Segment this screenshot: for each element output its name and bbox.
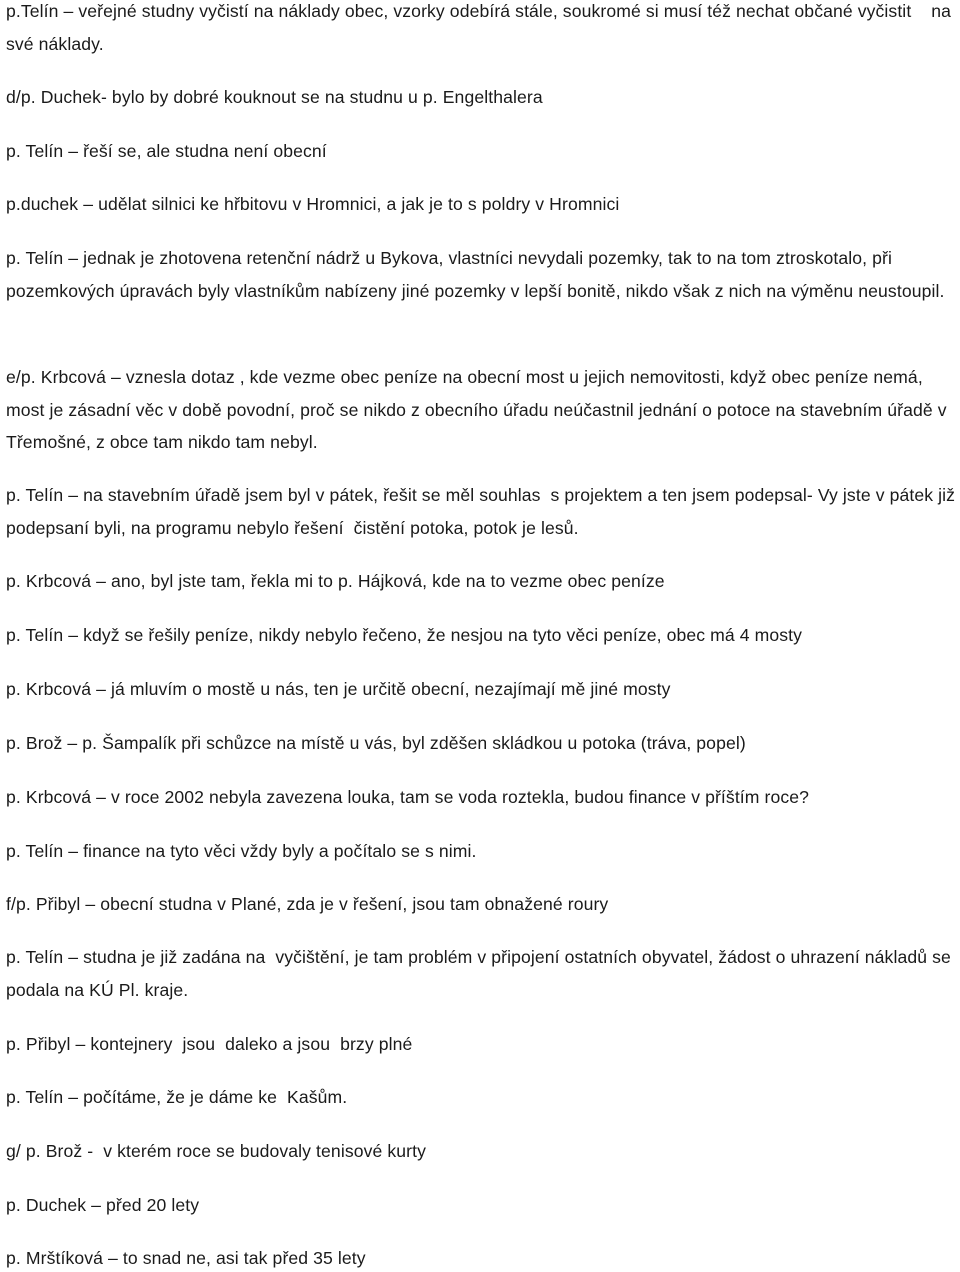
paragraph-12: p. Krbcová – v roce 2002 nebyla zavezena louka, tam se voda roztekla, budou finance v příštím roce? (6, 787, 810, 807)
paragraph-02: d/p. Duchek- bylo by dobré kouknout se na studnu u p. Engelthalera (6, 87, 543, 107)
paragraph-05: p. Telín – jednak je zhotovena retenční nádrž u Bykova, vlastníci nevydali pozemky, tak to na tom ztroskotalo, při pozemkových úpravách byly vlastníkům nabízeny jiné pozemky v lepší bonitě, nikdo však z nich na výměnu neustoupil. (6, 248, 945, 301)
paragraph-13: p. Telín – finance na tyto věci vždy byly a počítalo se s nimi. (6, 841, 477, 861)
paragraph-20: p. Mrštíková – to snad ne, asi tak před 35 lety (6, 1248, 366, 1268)
paragraph-18: g/ p. Brož - v kterém roce se budovaly tenisové kurty (6, 1141, 427, 1161)
paragraph-09: p. Telín – když se řešily peníze, nikdy nebylo řečeno, že nesjou na tyto věci peníze, obec má 4 mosty (6, 625, 803, 645)
paragraph-11: p. Brož – p. Šampalík při schůzce na místě u vás, byl zděšen skládkou u potoka (tráva, popel) (6, 733, 746, 753)
paragraph-19: p. Duchek – před 20 lety (6, 1195, 200, 1215)
paragraph-17: p. Telín – počítáme, že je dáme ke Kašům. (6, 1087, 348, 1107)
paragraph-03: p. Telín – řeší se, ale studna není obecní (6, 141, 327, 161)
paragraph-16: p. Přibyl – kontejnery jsou daleko a jsou brzy plné (6, 1034, 413, 1054)
paragraph-08: p. Krbcová – ano, byl jste tam, řekla mi to p. Hájková, kde na to vezme obec peníze (6, 571, 665, 591)
paragraph-01: p.Telín – veřejné studny vyčistí na náklady obec, vzorky odebírá stále, soukromé si musí též nechat občané vyčistit na své náklady. (6, 1, 957, 54)
paragraph-07: p. Telín – na stavebním úřadě jsem byl v pátek, řešit se měl souhlas s projektem a ten jsem podepsal- Vy jste v pátek již podepsaní byli, na programu nebylo řešení čistění potoka, potok je lesů. (6, 485, 960, 538)
paragraph-10: p. Krbcová – já mluvím o mostě u nás, ten je určitě obecní, nezajímají mě jiné mosty (6, 679, 671, 699)
paragraph-15: p. Telín – studna je již zadána na vyčištění, je tam problém v připojení ostatních obyvatel, žádost o uhrazení nákladů se podala na KÚ Pl. kraje. (6, 947, 956, 1000)
paragraph-04: p.duchek – udělat silnici ke hřbitovu v Hromnici, a jak je to s poldry v Hromnici (6, 194, 620, 214)
paragraph-14: f/p. Přibyl – obecní studna v Plané, zda je v řešení, jsou tam obnažené roury (6, 894, 609, 914)
paragraph-06: e/p. Krbcová – vznesla dotaz , kde vezme obec peníze na obecní most u jejich nemovitosti, když obec peníze nemá, most je zásadní věc v době povodní, proč se nikdo z obecního úřadu neúčastnil jednání o potoce na stavebním úřadě v Třemošné, z obce tam nikdo tam nebyl. (6, 367, 952, 452)
